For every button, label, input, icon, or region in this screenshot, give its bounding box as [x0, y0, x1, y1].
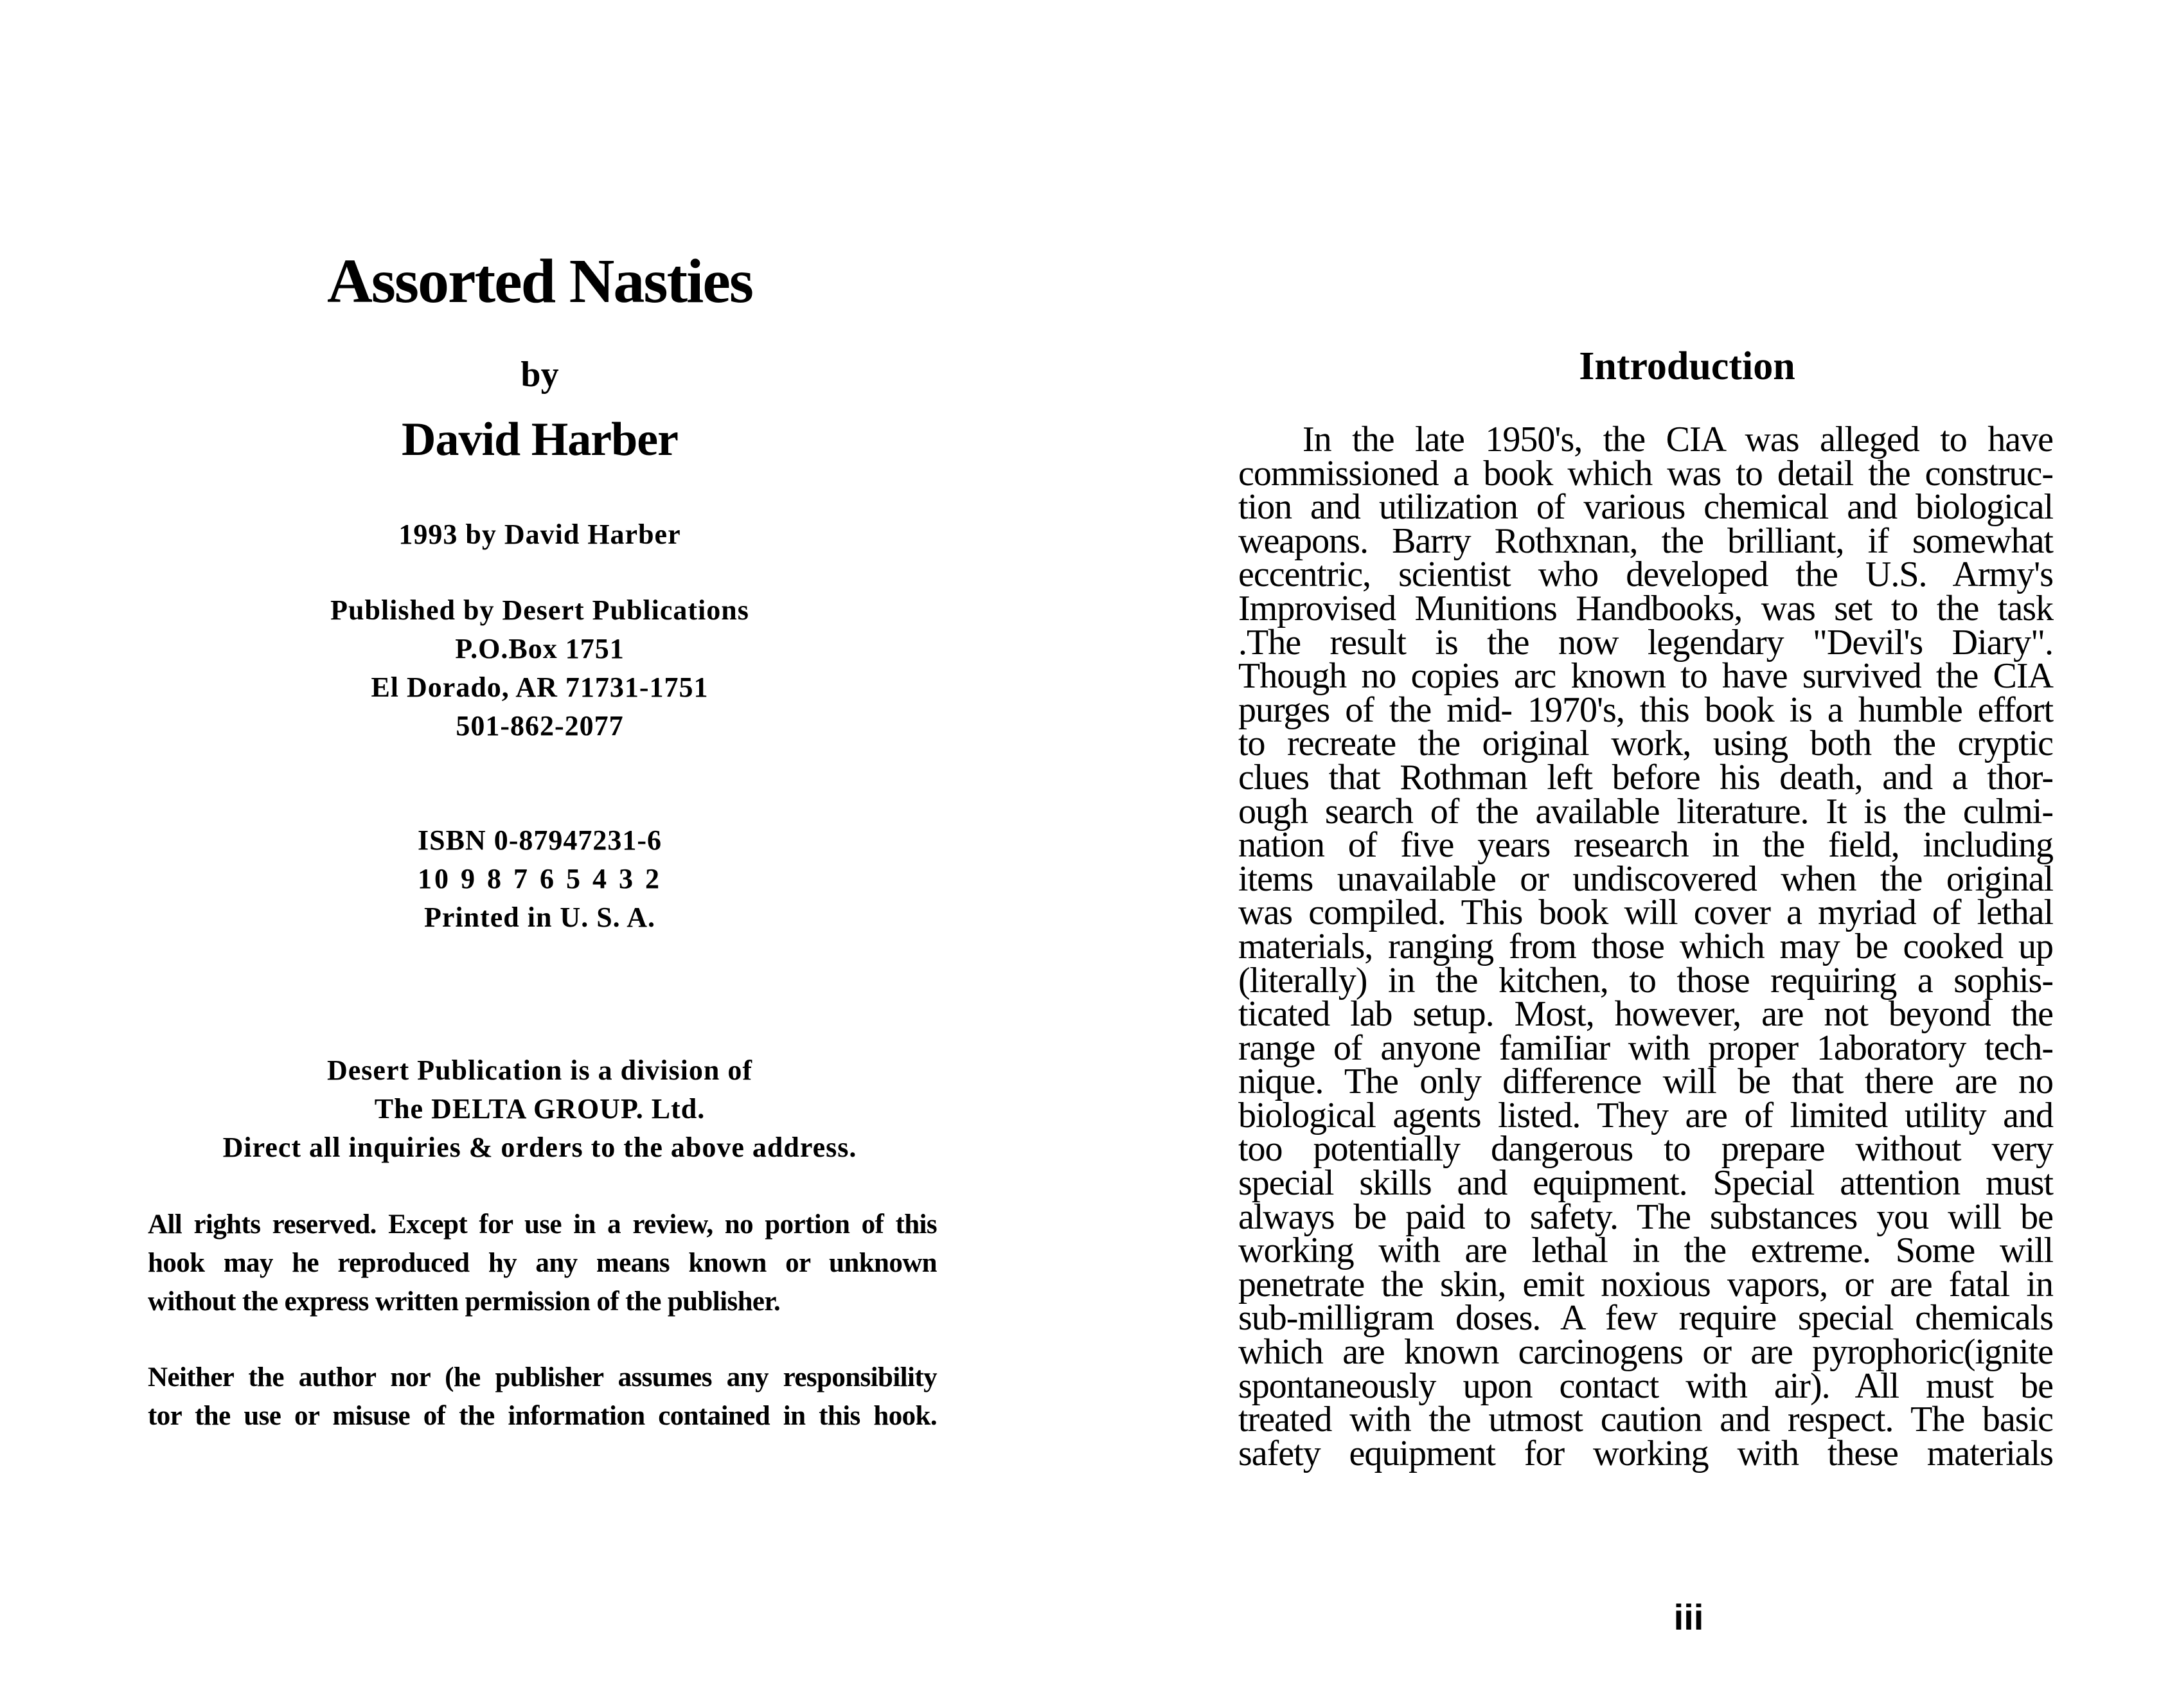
body-line: ough search of the available literature. It is the culmi-: [1238, 791, 2053, 832]
body-line: was compiled. This book will cover a myriad of lethal: [1238, 893, 2053, 933]
body-line: .The result is the now legendary "Devil's Diary".: [1238, 622, 2053, 663]
page-number: iii: [1673, 1597, 1704, 1637]
body-line: tion and utilization of various chemical and biological: [1238, 487, 2053, 528]
body-line: nique. The only difference will be that there are no: [1238, 1062, 2053, 1102]
body-line: items unavailable or undiscovered when the original: [1238, 858, 2053, 899]
printing-number-line: 10 9 8 7 6 5 4 3 2: [418, 863, 662, 894]
division-block: [0, 1051, 1080, 1167]
body-line: purges of the mid- 1970's, this book is a humble effort: [1238, 689, 2053, 730]
body-line: nation of five years research in the field, including: [1238, 825, 2053, 866]
left-page: [0, 0, 1080, 1708]
body-line: to recreate the original work, using both the cryptic: [1238, 724, 2053, 764]
body-line: biological agents listed. They are of limited utility and: [1238, 1095, 2053, 1135]
body-line: penetrate the skin, emit noxious vapors, or are fatal in: [1238, 1264, 2053, 1304]
body-line: clues that Rothman left before his death, and a thor-: [1238, 757, 2053, 797]
body-line: sub-milligram doses. A few require special chemicals: [1238, 1298, 2053, 1339]
copyright-line: 1993 by David Harber: [398, 519, 681, 550]
body-line: treated with the utmost caution and respect. The basic: [1238, 1400, 2053, 1440]
body-line: commissioned a book which was to detail the construc-: [1238, 453, 2053, 494]
rights-line: hook may he reproduced hy any means known or unknown: [148, 1248, 937, 1278]
book-title: Assorted Nasties: [326, 247, 753, 316]
body-line: (literally) in the kitchen, to those requiring a sophis-: [1238, 960, 2053, 1001]
publisher-address-line: P.O.Box 1751: [455, 633, 625, 664]
rights-line: All rights reserved. Except for use in a review, no portion of this: [148, 1209, 937, 1240]
body-line: Improvised Munitions Handbooks, was set to the task: [1238, 588, 2053, 628]
introduction-heading: Introduction: [1579, 344, 1795, 388]
publisher-phone-line: 501-862-2077: [456, 710, 624, 742]
disclaimer-line: tor the use or misuse of the information contained in this hook.: [148, 1401, 937, 1431]
isbn-line: ISBN 0-87947231-6: [417, 824, 663, 856]
inquiries-line: Direct all inquiries & orders to the above address.: [222, 1132, 857, 1163]
body-line: In the late 1950's, the CIA was alleged to have: [1303, 420, 2053, 459]
body-line: weapons. Barry Rothxnan, the brilliant, if somewhat: [1238, 520, 2053, 561]
printed-in-line: Printed in U. S. A.: [423, 902, 656, 933]
author-name: David Harber: [402, 413, 678, 466]
introduction-body: [1238, 420, 2053, 1473]
body-line: spontaneously upon contact with air). All must be: [1238, 1366, 2053, 1406]
delta-group-line: The DELTA GROUP. Ltd.: [374, 1093, 706, 1125]
publisher-city-line: El Dorado, AR 71731-1751: [371, 672, 709, 703]
division-line: Desert Publication is a division of: [326, 1054, 753, 1086]
body-line: always be paid to safety. The substances you will be: [1238, 1196, 2053, 1237]
body-line: eccentric, scientist who developed the U.S. Army's: [1238, 555, 2053, 595]
body-line: ticated lab setup. Most, however, are not beyond the: [1238, 994, 2053, 1035]
body-line: too potentially dangerous to prepare without very: [1238, 1129, 2053, 1170]
body-line: safety equipment for working with these materials: [1238, 1433, 2053, 1473]
rights-paragraph: [148, 1205, 937, 1321]
disclaimer-line: Neither the author nor (he publisher assumes any responsibility: [148, 1362, 937, 1392]
right-page: [1080, 0, 2161, 1708]
body-line: Though no copies arc known to have survived the CIA: [1238, 656, 2053, 697]
publisher-line: Published by Desert Publications: [330, 594, 749, 626]
rights-line: without the express written permission of the publisher.: [148, 1286, 781, 1317]
by-line: by: [520, 355, 559, 395]
isbn-block: [0, 821, 1080, 937]
disclaimer-paragraph: [148, 1358, 937, 1436]
body-line: which are known carcinogens or are pyrophoric(ignite: [1238, 1332, 2053, 1373]
body-line: working with are lethal in the extreme. Some will: [1238, 1231, 2053, 1271]
body-line: range of anyone famiIiar with proper 1aboratory tech-: [1238, 1027, 2053, 1068]
body-line: materials, ranging from those which may be cooked up: [1238, 926, 2053, 966]
publisher-block: [0, 591, 1080, 745]
body-line: special skills and equipment. Special attention must: [1238, 1163, 2053, 1204]
